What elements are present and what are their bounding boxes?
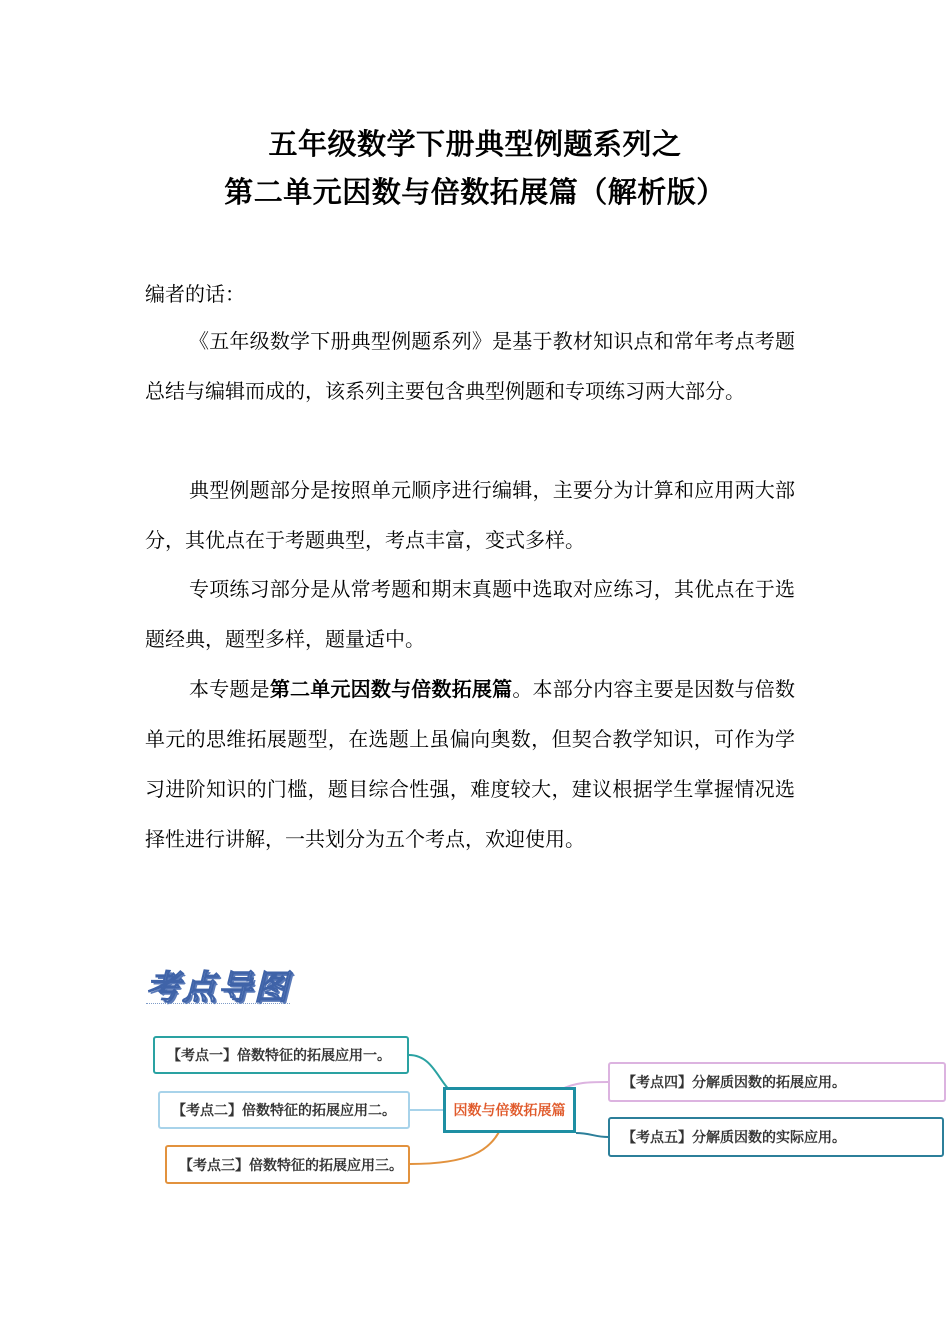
document-title-line1: 五年级数学下册典型例题系列之 (268, 127, 682, 161)
topic-pre: 本专题是 (189, 677, 270, 701)
editor-note-label: 编者的话： (145, 282, 245, 306)
paragraph-examples: 典型例题部分是按照单元顺序进行编辑，主要分为计算和应用两大部分，其优点在于考题典型，考点丰富，变式多样。 (145, 478, 795, 552)
mindmap-node-2: 【考点二】倍数特征的拓展应用二。 (158, 1091, 410, 1129)
mindmap-heading: 考点导图 (146, 968, 290, 1008)
mindmap-node-5: 【考点五】分解质因数的实际应用。 (608, 1117, 944, 1157)
mindmap-node-1: 【考点一】倍数特征的拓展应用一。 (153, 1036, 409, 1074)
paragraph-intro: 《五年级数学下册典型例题系列》是基于教材知识点和常年考点考题总结与编辑而成的，该系列主要包含典型例题和专项练习两大部分。 (145, 329, 795, 403)
mindmap-node-3: 【考点三】倍数特征的拓展应用三。 (165, 1145, 410, 1184)
mindmap-center-node: 因数与倍数拓展篇 (443, 1087, 576, 1133)
paragraph-exercises: 专项练习部分是从常考题和期末真题中选取对应练习，其优点在于选题经典，题型多样，题量适中。 (145, 577, 795, 651)
connector-5 (576, 1133, 608, 1137)
topic-bold: 第二单元因数与倍数拓展篇 (269, 677, 513, 701)
connector-3 (410, 1130, 500, 1164)
topic-post: 。本部分内容主要是因数与倍数单元的思维拓展题型，在选题上虽偏向奥数，但契合教学知识，可作为学习进阶知识的门槛，题目综合性强，难度较大，建议根据学生掌握情况选择性进行讲解，一共划分为五个考点，欢迎使用。 (145, 677, 796, 851)
document-title-line2: 第二单元因数与倍数拓展篇（解析版） (224, 175, 726, 209)
mindmap-node-4: 【考点四】分解质因数的拓展应用。 (608, 1062, 946, 1102)
